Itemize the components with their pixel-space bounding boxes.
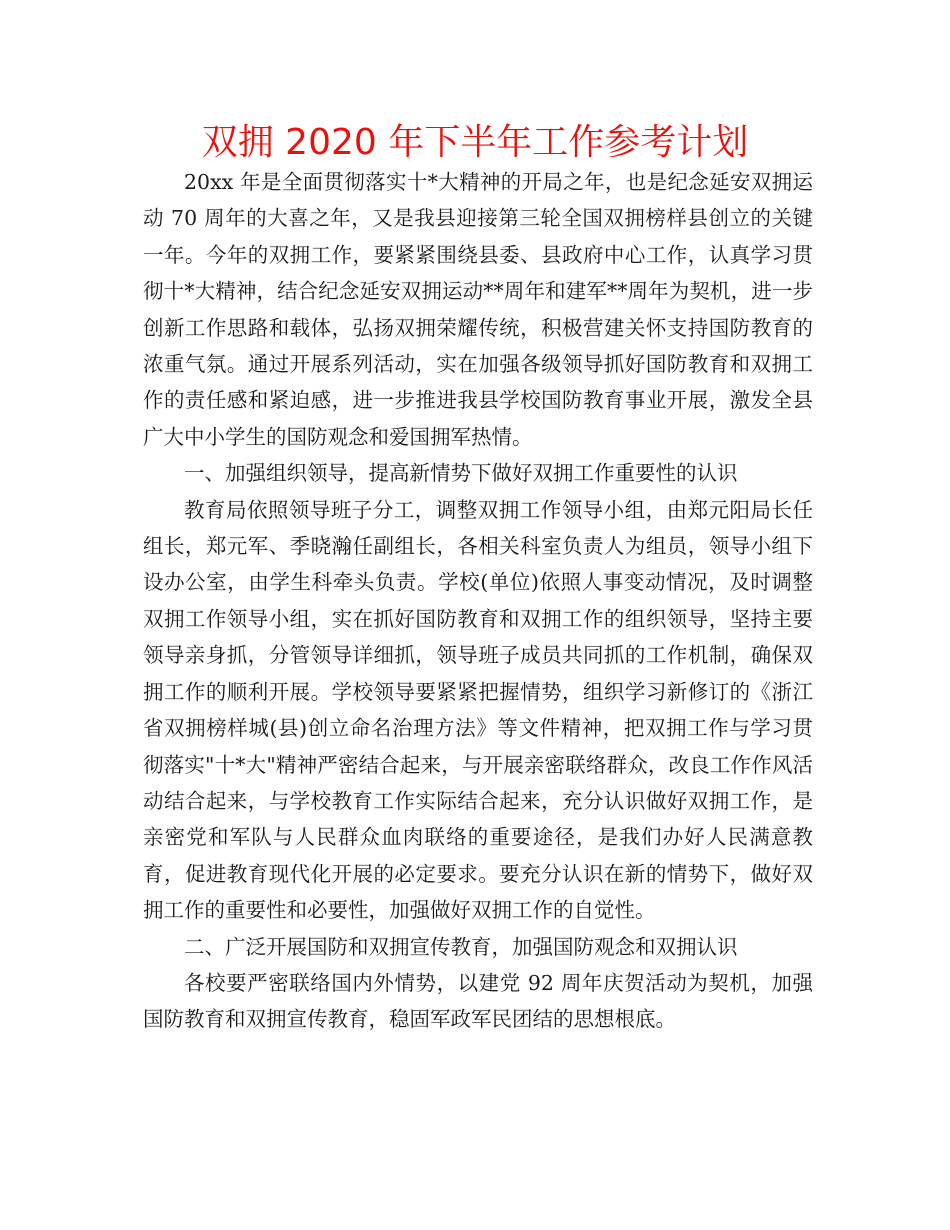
paragraph-section-2: 各校要严密联络国内外情势，以建党 92 周年庆贺活动为契机，加强国防教育和双拥宣传教育，稳固军政军民团结的思想根底。 (143, 970, 813, 1032)
paragraph-intro: 20xx 年是全面贯彻落实十*大精神的开局之年，也是纪念延安双拥运动 70 周年的大喜之年，又是我县迎接第三轮全国双拥榜样县创立的关键一年。今年的双拥工作，要紧紧围绕县委、县政府中心工作，认真学习贯彻十*大精神，结合纪念延安双拥运动**周年和建军**周年为契机，进一步创新工作思路和载体，弘扬双拥荣耀传统，积极营建关怀支持国防教育的浓重气氛。通过开展系列活动，实在加强各级领导抓好国防教育和双拥工作的责任感和紧迫感，进一步推进我县学校国防教育事业开展，激发全县广大中小学生的国防观念和爱国拥军热情。 (143, 170, 813, 449)
document-title: 双拥 2020 年下半年工作参考计划 (201, 122, 749, 163)
paragraph-section-1: 教育局依照领导班子分工，调整双拥工作领导小组，由郑元阳局长任组长，郑元军、季晓瀚任副组长，各相关科室负责人为组员，领导小组下设办公室，由学生科牵头负责。学校(单位)依照人事变动情况，及时调整双拥工作领导小组，实在抓好国防教育和双拥工作的组织领导，坚持主要领导亲身抓，分管领导详细抓，领导班子成员共同抓的工作机制，确保双拥工作的顺利开展。学校领导要紧紧把握情势，组织学习新修订的《浙江省双拥榜样城(县)创立命名治理方法》等文件精神，把双拥工作与学习贯彻落实"十*大"精神严密结合起来，与开展亲密联络群众，改良工作作风活动结合起来，与学校教育工作实际结合起来，充分认识做好双拥工作，是亲密党和军队与人民群众血肉联络的重要途径，是我们办好人民满意教育，促进教育现代化开展的必定要求。要充分认识在新的情势下，做好双拥工作的重要性和必要性，加强做好双拥工作的自觉性。 (143, 497, 813, 923)
section-heading-2: 二、广泛开展国防和双拥宣传教育，加强国防观念和双拥认识 (184, 934, 738, 959)
document-body (143, 164, 813, 1038)
section-heading-1: 一、加强组织领导，提高新情势下做好双拥工作重要性的认识 (184, 461, 738, 486)
